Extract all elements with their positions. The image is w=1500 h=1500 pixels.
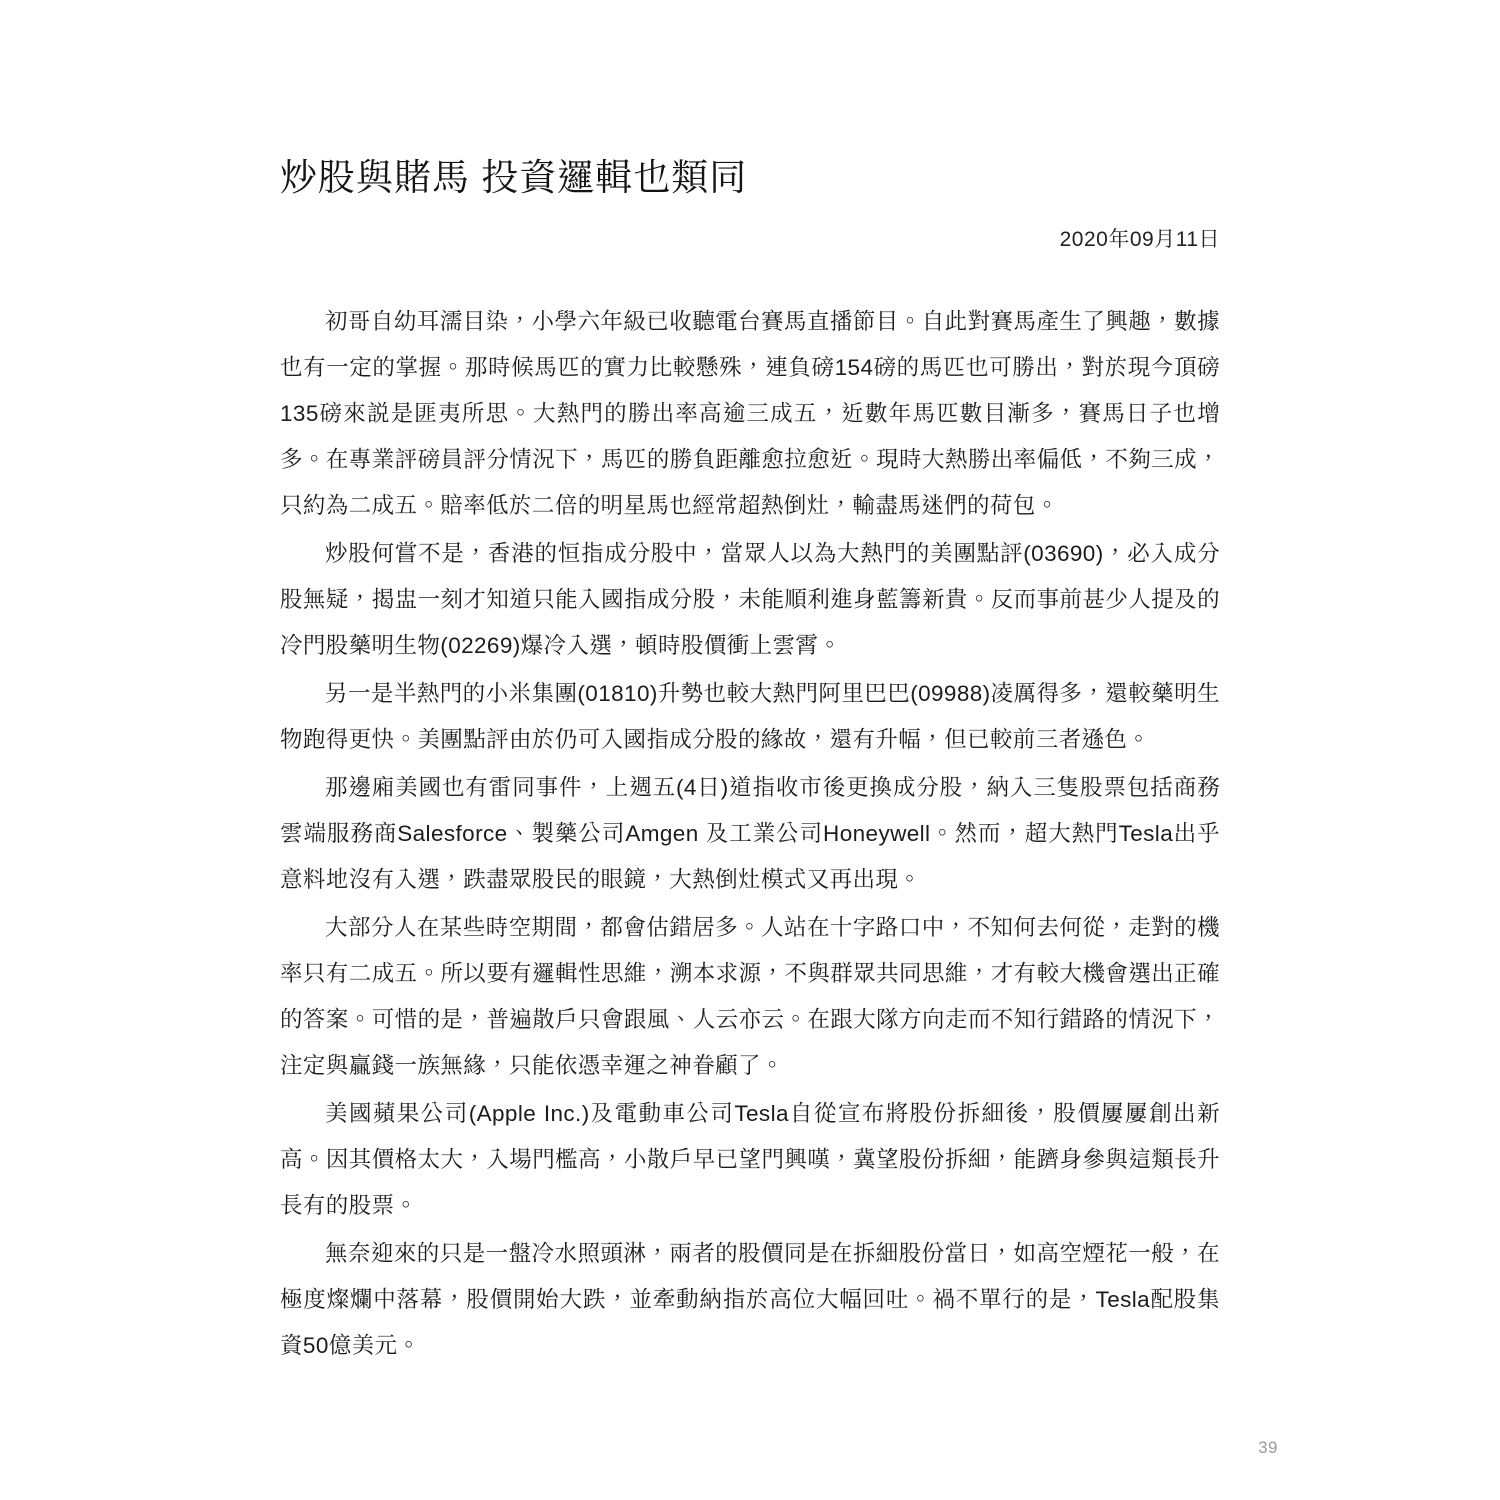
paragraph: 無奈迎來的只是一盤冷水照頭淋，兩者的股價同是在拆細股份當日，如高空煙花一般，在極度燦爛中落幕，股價開始大跌，並牽動納指於高位大幅回吐。禍不單行的是，Tesla配股集資50億美元。 (280, 1241, 1220, 1359)
paragraph: 炒股何嘗不是，香港的恒指成分股中，當眾人以為大熱門的美團點評(03690)，必入成分股無疑，揭盅一刻才知道只能入國指成分股，未能順利進身藍籌新貴。反而事前甚少人提及的冷門股藥明生物(02269)爆冷入選，頓時股價衝上雲霄。 (280, 541, 1220, 659)
page-number: 39 (1258, 1438, 1278, 1457)
paragraph: 那邊廂美國也有雷同事件，上週五(4日)道指收市後更換成分股，納入三隻股票包括商務雲端服務商Salesforce、製藥公司Amgen 及工業公司Honeywell。然而，超大熱門Tesla出乎意料地沒有入選，跌盡眾股民的眼鏡，大熱倒灶模式又再出現。 (280, 775, 1220, 893)
page-title: 炒股與賭馬 投資邏輯也類同 (280, 157, 748, 198)
page-content (280, 155, 1220, 1371)
paragraph: 大部分人在某些時空期間，都會估錯居多。人站在十字路口中，不知何去何從，走對的機率只有二成五。所以要有邏輯性思維，溯本求源，不與群眾共同思維，才有較大機會選出正確的答案。可惜的是，普遍散戶只會跟風、人云亦云。在跟大隊方向走而不知行錯路的情況下，注定與贏錢一族無緣，只能依憑幸運之神眷顧了。 (280, 915, 1220, 1079)
publication-date: 2020年09月11日 (1059, 228, 1220, 252)
article-body (280, 299, 1220, 1369)
paragraph: 美國蘋果公司(Apple Inc.)及電動車公司Tesla自從宣布將股份拆細後，股價屢屢創出新高。因其價格太大，入場門檻高，小散戶早已望門興嘆，冀望股份拆細，能躋身參與這類長升長有的股票。 (280, 1101, 1220, 1219)
paragraph: 初哥自幼耳濡目染，小學六年級已收聽電台賽馬直播節目。自此對賽馬產生了興趣，數據也有一定的掌握。那時候馬匹的實力比較懸殊，連負磅154磅的馬匹也可勝出，對於現今頂磅135磅來説是匪夷所思。大熱門的勝出率高逾三成五，近數年馬匹數目漸多，賽馬日子也增多。在專業評磅員評分情況下，馬匹的勝負距離愈拉愈近。現時大熱勝出率偏低，不夠三成，只約為二成五。賠率低於二倍的明星馬也經常超熱倒灶，輸盡馬迷們的荷包。 (280, 309, 1220, 519)
paragraph: 另一是半熱門的小米集團(01810)升勢也較大熱門阿里巴巴(09988)凌厲得多，還較藥明生物跑得更快。美團點評由於仍可入國指成分股的緣故，還有升幅，但已較前三者遜色。 (280, 681, 1220, 753)
